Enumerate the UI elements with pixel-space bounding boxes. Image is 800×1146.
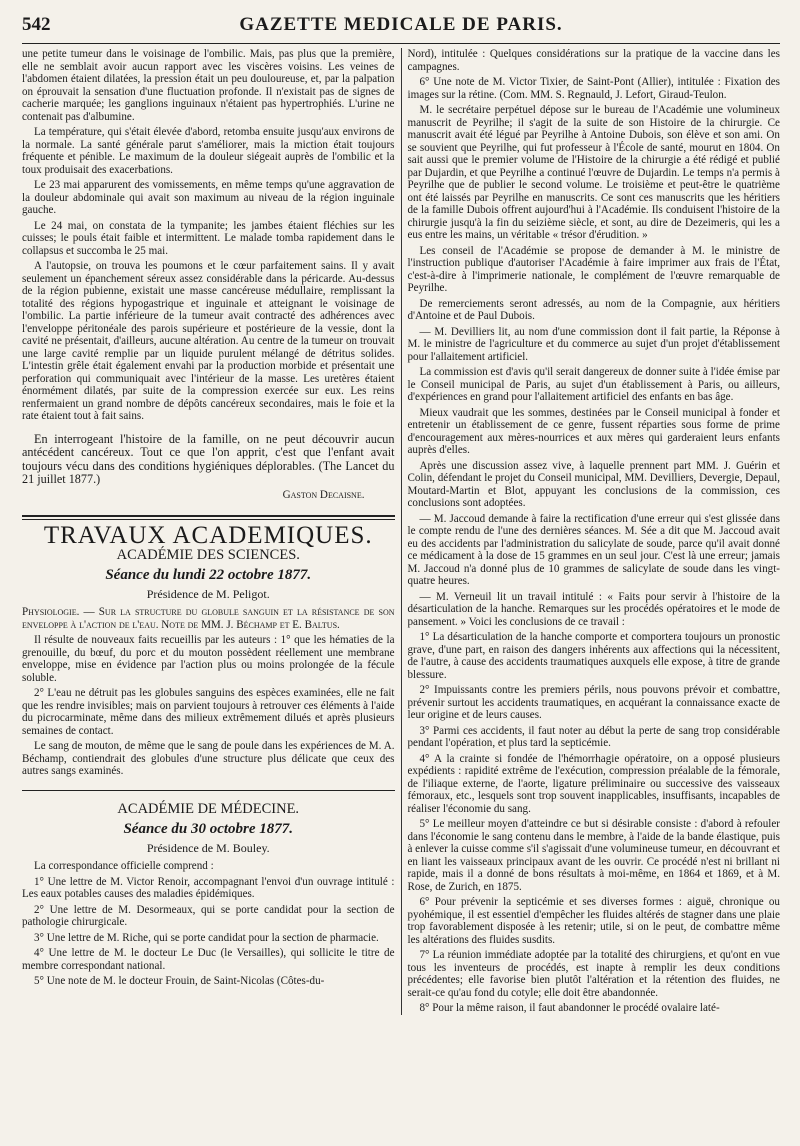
paragraph: M. le secrétaire perpétuel dépose sur le bureau de l'Académie une volumineux manuscrit de Peyrilhe; il s'agit de la suite de son Histoire de la chirurgie. Ce manuscrit avait été légué par Peyrilhe à Antoine Dubois, son élève et son ami. On se souvient que Peyrilhe, qui fut professeur à l'École de santé, mourut en 1804. On sait aussi que le premier volume de l'Histoire de la chirurgie a été rédigé et publié par Dujardin, et que Peyrilhe a continué l'œuvre de Dujardin. Le temps n'a permis à Peyrilhe que de publier le second volume. Le troisième et peut-être le quatrième ont été laissés par Peyrilhe en manuscrits. Ce sont ces manuscrits que les héritiers de la famille Dubois offrent aujourd'hui à l'Académie. Ils conduisent l'histoire de la chirurgie jusqu'à la fin du seizième siècle, et sont, au dire de Dezeimeris, qui les a eus entre les mains, un véritable « trésor d'érudition. » [407,104,780,241]
paragraph: — M. Jaccoud demande à faire la rectification d'une erreur qui s'est glissée dans le compte rendu de l'une des dernières séances. M. Sée a dit que M. Jaccoud avait eu des accidents par l'administration du salicylate de soude, parce qu'il avait donné ce médicament à la dose de 15 grammes en un seul jour. C'est là une erreur; jamais M. Jaccoud n'a donné plus de 10 grammes de salicylate de soude dans les vingt-quatre heures. [407,512,780,587]
paragraph: 2° L'eau ne détruit pas les globules sanguins des espèces examinées, elle ne fait que les rendre invisibles; mais on parvient toujours à retrouver ces éléments à l'aide du picrocarminate, même dans des milieux extrêmement dilués et après plusieurs semaines de contact. [22,687,395,737]
paragraph: une petite tumeur dans le voisinage de l'ombilic. Mais, pas plus que la première, elle ne semblait avoir aucun rapport avec les viscères voisins. Les veines de l'abdomen étaient dilatées, la pression était un peu douloureuse, et, par la palpation on éprouvait la sensation d'une fluctuation profonde. Il n'existait pas de signes de cacherie marquée; les ganglions inguinaux n'étaient pas hypertrophiés. L'urine ne contenait pas d'albumine. [22,48,395,123]
paragraph: La correspondance officielle comprend : [34,860,214,872]
paragraph: Le 23 mai apparurent des vomissements, en même temps qu'une aggravation de la douleur abdominale qui avait son maximum au niveau de la région inguinale gauche. [22,179,395,216]
list-item: 8° Pour la même raison, il faut abandonner le procédé ovalaire laté- [419,1002,720,1014]
paragraph: Après une discussion assez vive, à laquelle prennent part MM. J. Guérin et Colin, défendant le projet du Conseil municipal, MM. Devilliers, Devergie, Depaul, Moutard-Martin et Blot, appuyant les conclusions de la commission, ces conclusions sont adoptées. [407,459,780,509]
left-column [22,48,395,1015]
academy-heading: ACADÉMIE DE MÉDECINE. [117,800,300,817]
paragraph: Le 24 mai, on constata de la tympanite; les jambes étaient fléchies sur les cuisses; le pouls était faible et intermittent. Le malade tomba rapidement dans le collapsus et succomba le 25 mai. [22,219,395,257]
list-item: 4° A la crainte si fondée de l'hémorrhagie opératoire, on a opposé plusieurs expédients : rapidité extrême de l'exécution, compression préalable de la fémorale, de l'iliaque externe, de l'aorte, ligature préliminaire ou successive des vaisseaux fémoraux, etc., lesquels sont trop souvent inapplicables, insuffisants, incapables de réaliser l'économie du sang. [407,752,780,815]
section-title: TRAVAUX ACADEMIQUES. [43,522,373,549]
paragraph: 6° Une note de M. Victor Tixier, de Saint-Pont (Allier), intitulée : Fixation des images sur la rétine. (Com. MM. S. Regnauld, J. Lefort, Giraud-Teulon. [407,76,780,101]
column-rule [401,48,402,1015]
paragraph: Les conseil de l'Académie se propose de demander à M. le ministre de l'instruction publique d'autoriser l'Académie à faire imprimer aux frais de l'État, c'est-à-dire à l'imprimerie nationale, le complément de l'œuvre remarquable de Peyrilhe. [407,244,780,294]
section-divider [22,515,395,520]
paragraph: En interrogeant l'histoire de la famille, on ne peut découvrir aucun antécédent cancéreux. Tout ce que l'on apprit, c'est que l'enfant avait toujours vécu dans des conditions hygiéniques déplorables. (The Lancet du 21 juillet 1877.) [22,431,395,486]
list-item: 2° Impuissants contre les premiers périls, nous pouvons prévoir et combattre, prévenir surtout les accidents traumatiques, en acquérant la connaissance exacte de leur origine et de leurs causes. [407,684,780,721]
masthead: GAZETTE MEDICALE DE PARIS. [239,14,563,35]
paragraph: — M. Devilliers lit, au nom d'une commission dont il fait partie, la Réponse à M. le ministre de l'agriculture et du commerce au sujet d'un projet d'établissement pour l'allaitement artificiel. [407,325,780,363]
paragraph: Il résulte de nouveaux faits recueillis par les auteurs : 1° que les hématies de la grenouille, du bœuf, du porc et du mouton possèdent réellement une membrane enveloppe, mise en évidence par l'action plus ou moins prolongée de la fécule soluble. [22,634,395,684]
list-item: 3° Une lettre de M. Riche, qui se porte candidat pour la section de pharmacie. [34,931,379,944]
paragraph: De remerciements seront adressés, au nom de la Compagnie, aux héritiers d'Antoine et de Paul Dubois. [407,297,780,322]
list-item: 7° La réunion immédiate adoptée par la totalité des chirurgiens, et qu'ont en vue tous les inventeurs de procédés, est inapte à remplir les deux conditions précédentes; elle favorise bien plutôt l'altération et la rétention des fluides, ne serait-ce qu'au fond du cotyle; elle doit être abandonnée. [407,949,780,999]
paragraph: — M. Verneuil lit un travail intitulé : « Faits pour servir à l'histoire de la désarticulation de la hanche. Remarques sur les procédés opératoires et le mode de pansement. » Voici les conclusions de ce travail : [407,590,780,628]
list-item: 3° Parmi ces accidents, il faut noter au début la perte de sang trop considérable pendant l'opération, et plus tard la septicémie. [407,724,780,749]
list-item: 4° Une lettre de M. le docteur Le Duc (le Versailles), qui sollicite le titre de membre correspondant national. [22,947,395,972]
paragraph: La température, qui s'était élevée d'abord, retomba ensuite jusqu'aux environs de la normale. La santé générale parut s'améliorer, mais la miction était toujours fréquente et pénible. Le maximum de la douleur siégeait auprès de l'ombilic et la toux produisait des exacerbations. [22,126,395,176]
academy-heading: ACADÉMIE DES SCIENCES. [116,546,300,563]
list-item: 1° La désarticulation de la hanche comporte et comportera toujours un pronostic grave, d'une part, en raison des dangers inhérents aux affections qui la nécessitent, de l'autre, à cause des accidents traumatiques auxquels elle expose, à titre de grande blessure. [407,631,780,681]
note-heading: Physiologie. — Sur la structure du globule sanguin et la résistance de son enveloppe à l'action de l'eau. Note de MM. J. Béchamp et E. Baltus. [22,606,395,631]
list-item: 5° Une note de M. le docteur Frouin, de Saint-Nicolas (Côtes-du- [34,975,325,987]
author-signature: Gaston Decaisne. [282,488,365,501]
paragraph: Le sang de mouton, de même que le sang de poule dans les expériences de M. A. Béchamp, contiendrait des globules d'une structure plus délicate que ceux des autres sangs examinés. [22,740,395,777]
page-header [22,14,780,44]
paragraph: La commission est d'avis qu'il serait dangereux de donner suite à l'idée émise par le Conseil municipal de Paris, au sujet d'un établissement à Paris, ou ailleurs, d'expériences en grand pour l'allaitement artificiel des enfants en bas âge. [407,366,780,403]
right-column [407,48,780,1015]
paragraph: A l'autopsie, on trouva les poumons et le cœur parfaitement sains. Il y avait seulement un épanchement séreux assez considérable dans la péricarde. Au-dessus de la région pubienne, existait une masse cancéreuse médullaire, remplissant la totalité des régions hypogastrique et inguinale et atteignant le voisinage de l'ombilic. La partie inférieure de la tumeur avait contracté des adhérences avec l'enveloppe péritonéale des parois supérieure et postérieure de la vessie, dont la cavité ne présentait, d'ailleurs, aucune altération. Au centre de la tumeur on trouvait une large cavité remplie par un liquide purulent mélangé de détritus solides. L'intestin grêle était également envahi par la production morbide et présentait une perforation qui communiquait avec l'intérieur de la masse. Les uretères étaient énormément dilatés, par suite de la compression exercée sur eux. Les reins renfermaient un grand nombre de dépôts cancéreux secondaires, mais le foie et la rate étaient tout à fait sains. [22,260,395,422]
session-heading: Séance du 30 octobre 1877. [123,821,294,837]
list-item: 1° Une lettre de M. Victor Renoir, accompagnant l'envoi d'un ouvrage intitulé : Les eaux potables causes des maladies épidémiques. [22,875,395,900]
session-heading: Séance du lundi 22 octobre 1877. [105,567,312,583]
page-number: 542 [22,14,51,35]
divider [22,790,395,791]
list-item: 2° Une lettre de M. Desormeaux, qui se porte candidat pour la section de pathologie chirurgicale. [22,903,395,928]
paragraph: Nord), intitulée : Quelques considérations sur la pratique de la vaccine dans les campagnes. [407,48,780,73]
presidency-line: Présidence de M. Peligot. [146,586,270,601]
list-item: 6° Pour prévenir la septicémie et ses diverses formes : aiguë, chronique ou pyohémique, il est essentiel d'empêcher les fluides altérés de stagner dans une plaie trop favorablement disposée à les retenir; utile, si on le peut, de combattre même les altérations des fluides susdits. [407,896,780,946]
paragraph: Mieux vaudrait que les sommes, destinées par le Conseil municipal à fonder et entretenir un établissement de ce genre, fussent réparties sous forme de prime d'encouragement aux mères-nourrices et aux mères qui garderaient leurs enfants auprès d'elles. [407,406,780,456]
list-item: 5° Le meilleur moyen d'atteindre ce but si désirable consiste : d'abord à refouler dans l'économie le sang contenu dans le membre, à l'aide de la bande élastique, puis à enlever la cuisse comme s'il s'agissait d'une volumineuse tumeur, en découvrant et en liant les vaisseaux principaux avant de les ouvrir. Ce procédé n'est ni brillant ni rapide, mais il a donné de bons résultats à moi-même, en 1864 et 1869, et à M. Rose, de Zurich, en 1875. [407,818,780,893]
presidency-line: Présidence de M. Bouley. [146,840,270,855]
